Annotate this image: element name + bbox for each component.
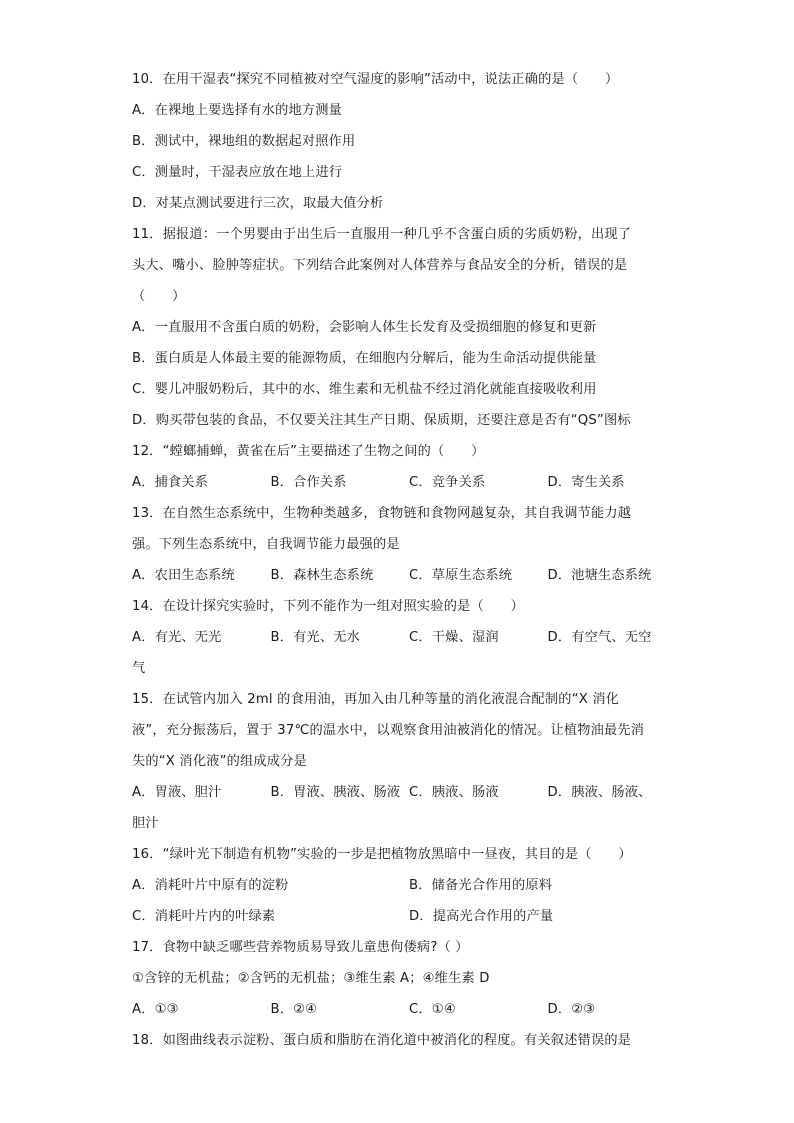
options-row: [132, 870, 664, 901]
question-18: [132, 1025, 664, 1056]
option-d-wrap: 气: [132, 661, 146, 676]
question-stem: 14．在设计探究实验时，下列不能作为一组对照实验的是（ ）: [132, 599, 525, 614]
question-stem: 11．据报道：一个男婴由于出生后一直服用一种几乎不含蛋白质的劣质奶粉，出现了: [132, 227, 632, 242]
option-c: C．①④: [409, 1002, 456, 1017]
question-stem-cont: 液”，充分振荡后，置于 37℃的温水中，以观察食用油被消化的情况。让植物油最先消: [132, 723, 645, 738]
option-d: D．提高光合作用的产量: [409, 909, 554, 924]
question-list: [132, 64, 664, 1056]
question-15: [132, 684, 664, 839]
question-stem: 12．“螳螂捕蝉，黄雀在后”主要描述了生物之间的（ ）: [132, 444, 485, 459]
option-a: A．农田生态系统: [132, 568, 235, 583]
question-stem-cont: 强。下列生态系统中，自我调节能力最强的是: [132, 537, 400, 552]
option-a: A．在裸地上要选择有水的地方测量: [132, 103, 343, 118]
option-d: D．池塘生态系统: [547, 568, 652, 583]
question-11: [132, 219, 664, 436]
options-row: [132, 901, 664, 932]
options-row: [132, 777, 664, 808]
options-row: [132, 994, 664, 1025]
options-row: [132, 622, 664, 653]
option-b: B．测试中，裸地组的数据起对照作用: [132, 134, 356, 149]
question-stem-cont: （ ）: [132, 289, 186, 304]
option-a: A．消耗叶片中原有的淀粉: [132, 878, 289, 893]
question-16: [132, 839, 664, 932]
question-17: [132, 932, 664, 1025]
option-a: A．一直服用不含蛋白质的奶粉，会影响人体生长发育及受损细胞的修复和更新: [132, 320, 597, 335]
option-c: C．草原生态系统: [409, 568, 513, 583]
option-c: C．竞争关系: [409, 475, 486, 490]
option-b: B．储备光合作用的原料: [409, 878, 553, 893]
question-stem-cont: ①含锌的无机盐；②含钙的无机盐；③维生素 A；④维生素 D: [132, 971, 490, 986]
option-d-wrap: 胆汁: [132, 816, 159, 831]
option-d: D．对某点测试要进行三次，取最大值分析: [132, 196, 384, 211]
option-d: D．有空气、无空: [547, 630, 652, 645]
option-c: C．干燥、湿润: [409, 630, 499, 645]
option-c: C．消耗叶片内的叶绿素: [132, 909, 276, 924]
question-stem: 17．食物中缺乏哪些营养物质易导致儿童患佝偻病?（ ）: [132, 940, 469, 955]
option-c: C．测量时，干湿表应放在地上进行: [132, 165, 343, 180]
option-a: A．①③: [132, 1002, 179, 1017]
option-d: D．寄生关系: [547, 475, 625, 490]
option-b: B．森林生态系统: [270, 568, 374, 583]
options-row: [132, 560, 664, 591]
question-stem: 13．在自然生态系统中，生物种类越多，食物链和食物网越复杂，其自我调节能力越: [132, 506, 632, 521]
question-13: [132, 498, 664, 591]
option-c: C．胰液、肠液: [409, 785, 499, 800]
question-stem: 18．如图曲线表示淀粉、蛋白质和脂肪在消化道中被消化的程度。有关叙述错误的是: [132, 1033, 632, 1048]
question-12: [132, 436, 664, 498]
option-a: A．胃液、胆汁: [132, 785, 222, 800]
option-a: A．有光、无光: [132, 630, 222, 645]
options-row: [132, 467, 664, 498]
option-c: C．婴儿冲服奶粉后，其中的水、维生素和无机盐不经过消化就能直接吸收利用: [132, 382, 597, 397]
question-stem: 16．“绿叶光下制造有机物”实验的一步是把植物放黑暗中一昼夜，其目的是（ ）: [132, 847, 632, 862]
option-d: D．②③: [547, 1002, 596, 1017]
question-stem-cont: 失的“X 消化液”的组成成分是: [132, 754, 307, 769]
option-b: B．胃液、胰液、肠液: [270, 785, 401, 800]
option-b: B．蛋白质是人体最主要的能源物质，在细胞内分解后，能为生命活动提供能量: [132, 351, 597, 366]
question-stem: 10．在用干湿表“探究不同植被对空气湿度的影响”活动中，说法正确的是（ ）: [132, 72, 619, 87]
option-b: B．有光、无水: [270, 630, 361, 645]
option-d: D．购买带包装的食品，不仅要关注其生产日期、保质期，还要注意是否有“QS”图标: [132, 413, 631, 428]
question-10: [132, 64, 664, 219]
question-stem-cont: 头大、嘴小、脸肿等症状。下列结合此案例对人体营养与食品安全的分析，错误的是: [132, 258, 628, 273]
option-b: B．合作关系: [270, 475, 347, 490]
option-b: B．②④: [270, 1002, 318, 1017]
option-d: D．胰液、肠液、: [547, 785, 652, 800]
question-stem: 15．在试管内加入 2ml 的食用油，再加入由几种等量的消化液混合配制的“X 消化: [132, 692, 620, 707]
question-14: [132, 591, 664, 684]
option-a: A．捕食关系: [132, 475, 209, 490]
